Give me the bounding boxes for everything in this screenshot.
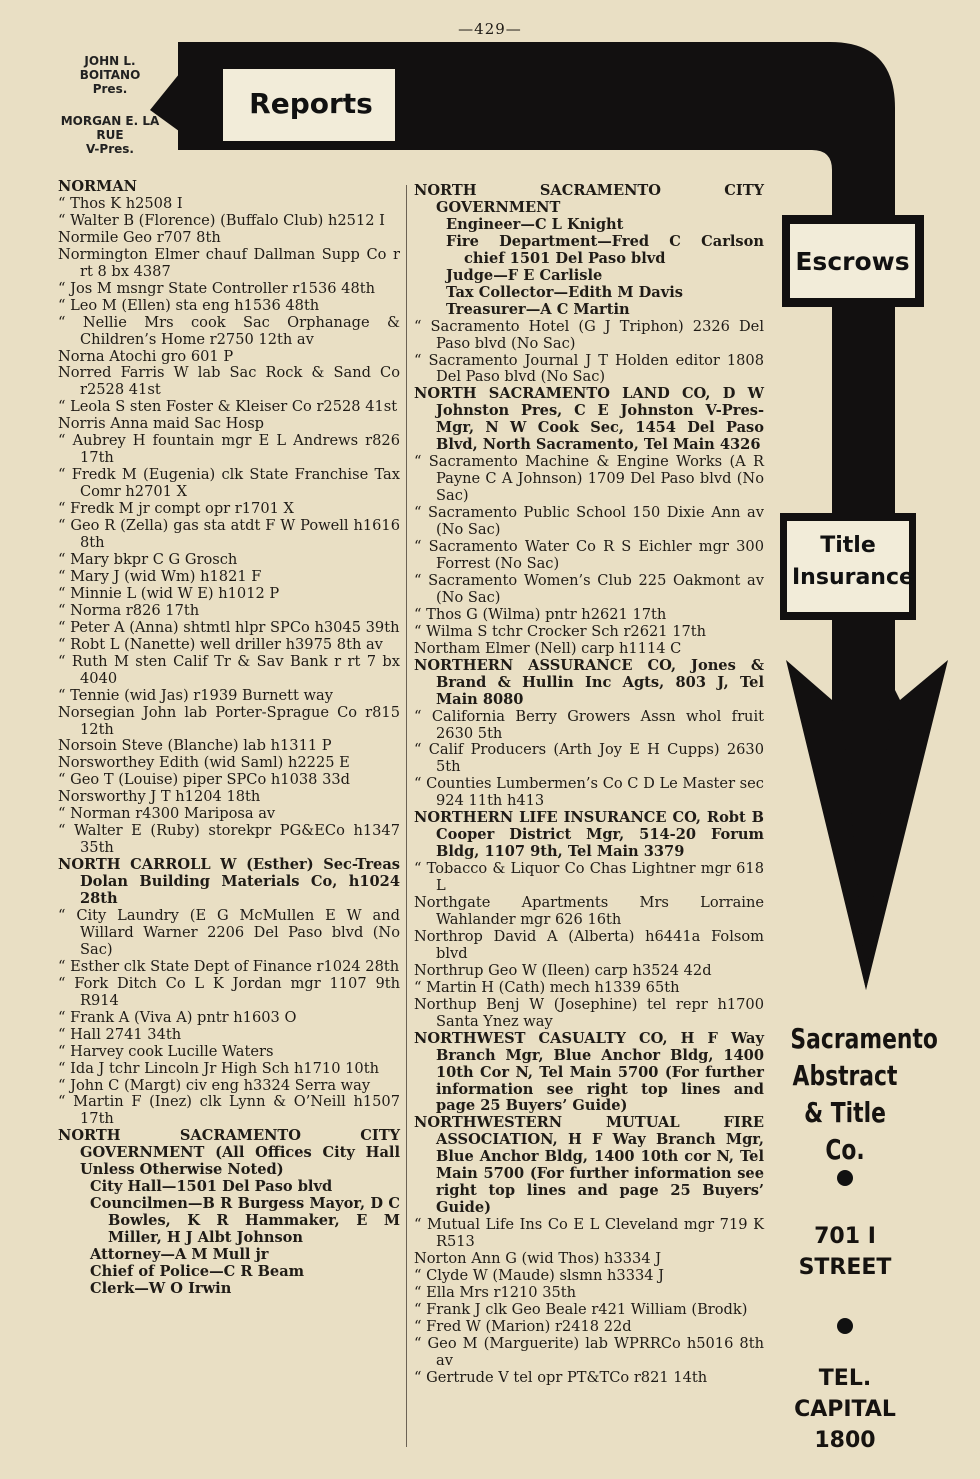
directory-entry: “ Norma r826 17th [58,601,200,619]
directory-entry: “ Sacramento Public School 150 Dixie Ann av (No Sac) [414,504,764,539]
directory-entry: “ Fred W (Marion) r2418 22d [414,1317,632,1335]
directory-entry: “ Robt L (Nanette) well driller h3975 8th av [58,635,383,653]
directory-entry: “ Gertrude V tel opr PT&TCo r821 14th [414,1368,708,1386]
directory-entry: Norsworthey Edith (wid Saml) h2225 E [58,754,350,772]
directory-entry: “ Sacramento Women’s Club 225 Oakmont av (No Sac) [414,571,764,606]
directory-entry: Northup Benj W (Josephine) tel repr h1700 Santa Ynez way [414,995,764,1030]
directory-entry: Norsworthy J T h1204 18th [58,788,261,806]
directory-entry: Treasurer—A C Martin [446,300,630,318]
advertiser-phone: TEL. CAPITAL 1800 [794,1366,896,1453]
directory-entry: NORTHWEST CASUALTY CO, H F Way Branch Mgr, Blue Anchor Bldg, 1400 10th Cor N, Tel Main 5700 (For further information see right top lines and page 25 Buyers’ Guide) [414,1029,764,1115]
directory-entry: NORTH SACRAMENTO CITY GOVERNMENT (All Offices City Hall Unless Otherwise Noted) [58,1127,400,1179]
directory-entry: “ California Berry Growers Assn whol fruit 2630 5th [414,707,764,742]
bullet-dot [837,1318,853,1334]
directory-entry: NORTHERN LIFE INSURANCE CO, Robt B Cooper District Mgr, 514-20 Forum Bldg, 1107 9th, Tel Main 3379 [414,809,764,861]
directory-entry: “ Peter A (Anna) shtmtl hlpr SPCo h3045 39th [58,618,400,636]
directory-entry: “ Geo M (Marguerite) lab WPRRCo h5016 8th av [414,1334,764,1369]
directory-entry: “ Geo T (Louise) piper SPCo h1038 33d [58,771,350,789]
directory-entry: “ Fork Ditch Co L K Jordan mgr 1107 9th R914 [58,974,400,1009]
directory-entry: NORTHWESTERN MUTUAL FIRE ASSOCIATION, H F Way Branch Mgr, Blue Anchor Bldg, 1400 10th cor N, Tel Main 5700 (For further information see right top lines and page 25 Buyers’ Guide) [414,1114,764,1217]
directory-entry: “ Geo R (Zella) gas sta atdt F W Powell h1616 8th [58,517,400,552]
directory-column-right [414,183,764,1387]
directory-entry: Norna Atochi gro 601 P [58,347,234,365]
directory-entry: “ Walter B (Florence) (Buffalo Club) h2512 I [58,211,385,229]
directory-entry: “ Esther clk State Dept of Finance r1024 28th [58,957,400,975]
directory-entry: “ City Laundry (E G McMullen E W and Willard Warner 2206 Del Paso blvd (No Sac) [58,906,400,958]
directory-entry: “ Sacramento Hotel (G J Triphon) 2326 Del Paso blvd (No Sac) [414,317,764,352]
directory-entry: Judge—F E Carlisle [446,266,603,284]
directory-entry: Normington Elmer chauf Dallman Supp Co r rt 8 bx 4387 [58,245,400,280]
directory-entry: “ Harvey cook Lucille Waters [58,1042,274,1060]
directory-entry: “ Fredk M jr compt opr r1701 X [58,500,294,518]
bullet-dot [837,1170,853,1186]
directory-entry: “ Frank J clk Geo Beale r421 William (Brodk) [414,1300,748,1318]
advertiser-address: 701 I STREET [798,1224,892,1280]
directory-entry: “ Wilma S tchr Crocker Sch r2621 17th [414,622,707,640]
directory-entry: “ Tobacco & Liquor Co Chas Lightner mgr 618 L [414,860,764,895]
directory-entry: “ Hall 2741 34th [58,1025,182,1043]
directory-column-left [58,179,400,1298]
directory-entry: Attorney—A M Mull jr [90,1246,269,1264]
directory-entry: “ John C (Margt) civ eng h3324 Serra way [58,1076,371,1094]
directory-entry: “ Walter E (Ruby) storekpr PG&ECo h1347 35th [58,822,400,857]
directory-entry: Norred Farris W lab Sac Rock & Sand Co r2528 41st [58,364,400,399]
directory-entry: Clerk—W O Irwin [90,1279,232,1297]
directory-entry: “ Minnie L (wid W E) h1012 P [58,584,280,602]
directory-entry: “ Norman r4300 Mariposa av [58,805,276,823]
directory-entry: “ Sacramento Journal J T Holden editor 1808 Del Paso blvd (No Sac) [414,351,764,386]
president-name: JOHN L. BOITANO [79,54,141,82]
directory-entry: Norsoin Steve (Blanche) lab h1311 P [58,737,332,755]
directory-entry: City Hall—1501 Del Paso blvd [90,1178,333,1196]
directory-entry: Northrop David A (Alberta) h6441a Folsom blvd [414,927,764,962]
directory-entry: “ Aubrey H fountain mgr E L Andrews r826 17th [58,432,400,467]
directory-entry: “ Sacramento Water Co R S Eichler mgr 300 Forrest (No Sac) [414,538,764,572]
directory-entry: “ Sacramento Machine & Engine Works (A R Payne C A Johnson) 1709 Del Paso blvd (No Sac) [414,453,764,505]
directory-entry: Northam Elmer (Nell) carp h1114 C [414,639,682,657]
directory-entry: “ Thos G (Wilma) pntr h2621 17th [414,605,667,623]
directory-entry: “ Jos M msngr State Controller r1536 48th [58,279,375,297]
directory-entry: “ Fredk M (Eugenia) clk State Franchise Tax Comr h2701 X [58,466,400,501]
directory-entry: Normile Geo r707 8th [58,228,221,246]
advertiser-name: Sacramento Abstract & Title Co. [790,1022,938,1166]
page-number: —429— [458,20,522,38]
directory-entry: Northrup Geo W (Ileen) carp h3524 42d [414,961,712,979]
column-divider [406,185,407,1447]
directory-entry: “ Ella Mrs r1210 35th [414,1283,577,1301]
directory-entry: “ Thos K h2508 I [58,194,183,212]
title-insurance-label: Title Insurance [792,533,914,590]
directory-entry: “ Ida J tchr Lincoln Jr High Sch h1710 10th [58,1059,379,1077]
directory-entry: Norton Ann G (wid Thos) h3334 J [414,1250,662,1268]
vp-name: MORGAN E. LA RUE [60,114,160,142]
directory-entry: Councilmen—B R Burgess Mayor, D C Bowles, K R Hammaker, E M Miller, H J Albt Johnson [90,1195,400,1247]
directory-entry: “ Martin H (Cath) mech h1339 65th [414,978,680,996]
directory-entry: NORMAN [58,178,137,195]
directory-entry: Engineer—C L Knight [446,215,624,233]
directory-entry: Norsegian John lab Porter-Sprague Co r815 12th [58,703,400,738]
directory-entry: Chief of Police—C R Beam [90,1263,305,1280]
directory-entry: NORTH SACRAMENTO CITY GOVERNMENT [414,182,764,216]
directory-entry: “ Leola S sten Foster & Kleiser Co r2528 41st [58,398,398,416]
escrows-label: Escrows [795,247,910,276]
directory-entry: “ Mary J (wid Wm) h1821 F [58,567,262,585]
directory-entry: “ Mary bkpr C G Grosch [58,550,238,568]
directory-entry: “ Counties Lumbermen’s Co C D Le Master sec 924 11th h413 [414,775,764,810]
reports-label: Reports [249,87,373,120]
directory-entry: “ Leo M (Ellen) sta eng h1536 48th [58,296,320,314]
vp-title: V-Pres. [86,142,134,156]
directory-entry: “ Ruth M sten Calif Tr & Sav Bank r rt 7 bx 4040 [58,652,400,687]
directory-entry: Fire Department—Fred C Carlson chief 1501 Del Paso blvd [446,232,764,267]
directory-entry: “ Calif Producers (Arth Joy E H Cupps) 2630 5th [414,741,764,776]
directory-entry: Northgate Apartments Mrs Lorraine Wahlander mgr 626 16th [414,894,764,928]
directory-entry: Tax Collector—Edith M Davis [446,283,683,301]
directory-entry: “ Nellie Mrs cook Sac Orphanage & Children’s Home r2750 12th av [58,313,400,348]
directory-entry: “ Mutual Life Ins Co E L Cleveland mgr 719 K R513 [414,1216,764,1251]
directory-entry: “ Frank A (Viva A) pntr h1603 O [58,1008,297,1026]
directory-entry: NORTH SACRAMENTO LAND CO, D W Johnston Pres, C E Johnston V-Pres-Mgr, N W Cook Sec, 1454 Del Paso Blvd, North Sacramento, Tel Main 4326 [414,385,764,454]
directory-entry: Norris Anna maid Sac Hosp [58,415,265,433]
directory-entry: NORTHERN ASSURANCE CO, Jones & Brand & Hullin Inc Agts, 803 J, Tel Main 8080 [414,656,764,708]
president-title: Pres. [92,82,128,96]
directory-entry: “ Martin F (Inez) clk Lynn & O’Neill h1507 17th [58,1093,400,1128]
directory-entry: “ Clyde W (Maude) slsmn h3334 J [414,1267,665,1284]
directory-entry: “ Tennie (wid Jas) r1939 Burnett way [58,686,333,704]
directory-entry: NORTH CARROLL W (Esther) Sec-Treas Dolan Building Materials Co, h1024 28th [58,856,400,908]
